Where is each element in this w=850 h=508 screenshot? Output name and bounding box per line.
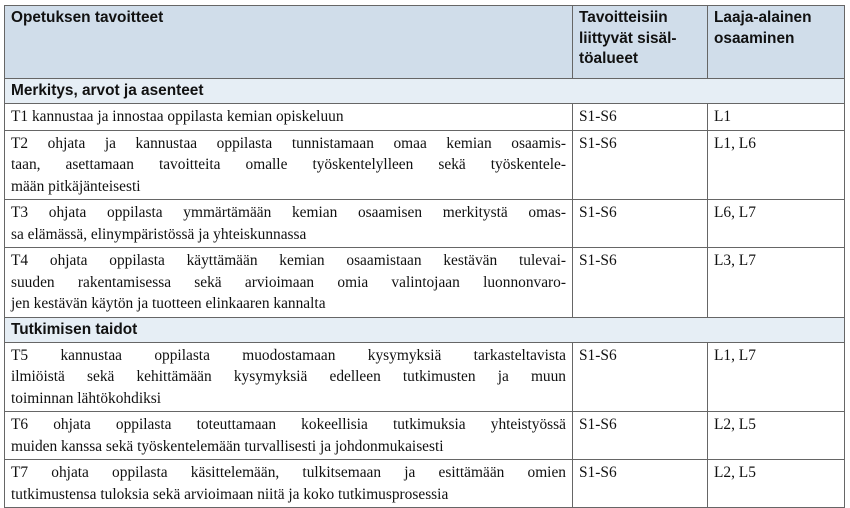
content-areas-cell: S1-S6 [573,130,708,200]
objective-text [5,412,573,460]
objective-line: T4 ohjata oppilasta käyttämään kemian osaamistaan kestävän tulevai- [11,252,566,269]
content-areas-cell: S1-S6 [573,342,708,412]
content-areas-cell: S1-S6 [573,412,708,460]
objective-line: suuden rakentamisessa sekä arvioimaan omia valintojaan luonnonvaro- [11,273,566,291]
objective-line: tutkimustensa tuloksia sekä arvioimaan niitä ja koko tutkimusprosessia [11,485,449,503]
objective-line: mään pitkäjänteisesti [11,177,141,195]
content-areas-cell: S1-S6 [573,460,708,508]
competence-cell: L2, L5 [708,460,845,508]
header-content-areas-line: liittyvät sisäl- [579,29,677,47]
objective-row [5,412,845,460]
objective-row [5,342,845,412]
section-row [5,317,845,342]
objective-row [5,248,845,318]
table-body [5,79,845,508]
header-competence-line: osaaminen [714,29,795,47]
objective-line: T3 ohjata oppilasta ymmärtämään kemian osaamisen merkitystä omas- [11,204,566,221]
objective-line: toiminnan lähtökohdiksi [11,389,162,407]
objective-text [5,342,573,412]
section-title: Tutkimisen taidot [5,317,845,342]
objective-text [5,130,573,200]
competence-cell: L1 [708,104,845,131]
header-row [5,6,845,79]
content-areas-cell: S1-S6 [573,104,708,131]
header-content-areas-line: töalueet [579,50,639,67]
content-areas-cell: S1-S6 [573,200,708,248]
objective-line: T6 ohjata oppilasta toteuttamaan kokeellisia tutkimuksia yhteistyössä [11,416,566,433]
objective-line: sa elämässä, elinympäristössä ja yhteiskunnassa [11,225,307,243]
competence-cell: L3, L7 [708,248,845,318]
objective-line: jen kestävän käytön ja tuotteen elinkaaren kannalta [11,295,326,312]
curriculum-table [4,5,845,508]
header-content-areas [573,6,708,79]
section-row [5,79,845,104]
objective-text [5,104,573,131]
objective-row [5,460,845,508]
section-title: Merkitys, arvot ja asenteet [5,79,845,104]
content-areas-cell: S1-S6 [573,248,708,318]
competence-cell: L6, L7 [708,200,845,248]
objective-line: T5 kannustaa oppilasta muodostamaan kysymyksiä tarkasteltavista [11,346,566,364]
objective-text [5,200,573,248]
objective-line: muiden kanssa sekä työskentelemään turvallisesti ja johdonmukaisesti [11,437,444,455]
objective-line: T1 kannustaa ja innostaa oppilasta kemian opiskeluun [11,108,344,125]
objective-row [5,104,845,131]
header-content-areas-line: Tavoitteisiin [579,9,668,26]
objective-line: ilmiöistä sekä kehittämään kysymyksiä edelleen tutkimusten ja muun [11,368,566,385]
header-competence-line: Laaja-alainen [714,9,812,26]
objective-line: T2 ohjata ja kannustaa oppilasta tunnistamaan omaa kemian osaamis- [11,134,566,152]
competence-cell: L2, L5 [708,412,845,460]
competence-cell: L1, L6 [708,130,845,200]
objective-row [5,200,845,248]
header-competence [708,6,845,79]
objective-text [5,460,573,508]
objective-line: taan, asettamaan tavoitteita omalle työskentelylleen sekä työskentele- [11,156,566,173]
header-objectives: Opetuksen tavoitteet [5,6,573,79]
competence-cell: L1, L7 [708,342,845,412]
objective-text [5,248,573,318]
objective-line: T7 ohjata oppilasta käsittelemään, tulkitsemaan ja esittämään omien [11,464,566,481]
objective-row [5,130,845,200]
